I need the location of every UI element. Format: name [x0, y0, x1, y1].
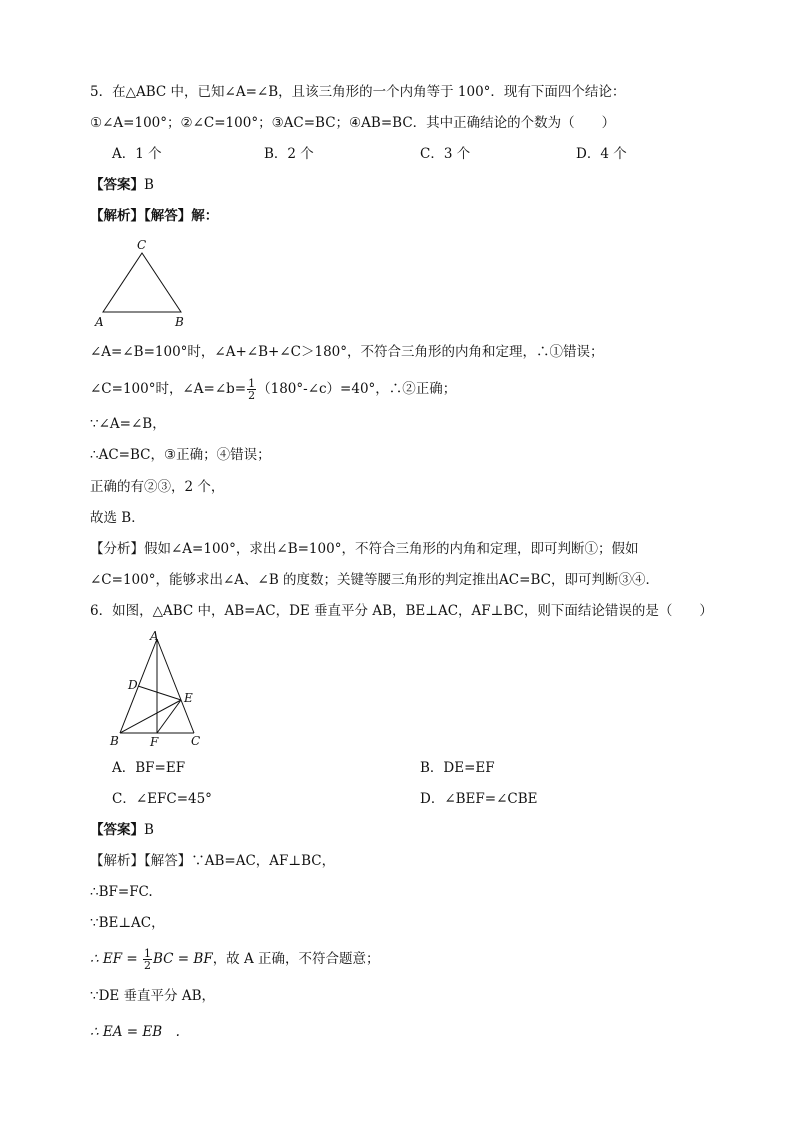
q5-frac-den: 2 — [248, 389, 256, 402]
q6-analysis-line2: ∴BF=FC. — [90, 884, 153, 900]
q5-answer — [90, 175, 154, 195]
q6-label-d: D — [128, 678, 138, 692]
q6-label-c: C — [191, 734, 201, 748]
q6-option-a: A．BF=EF — [112, 760, 186, 776]
q5-solution-line5: 正确的有②③，2 个， — [90, 479, 225, 495]
q6-option-b: B．DE=EF — [420, 760, 495, 776]
q5-answer-value: B — [144, 177, 154, 193]
q5-label-a: A — [95, 315, 104, 329]
q6-stem: 6．如图，△ABC 中，AB=AC，DE 垂直平分 AB，BE⊥AC，AF⊥BC，则下面结论错误的是（ ） — [90, 603, 713, 619]
q6-option-c: C．∠EFC=45° — [112, 791, 212, 807]
q5-solution-line2 — [90, 377, 456, 401]
q6-triangle-figure — [104, 628, 214, 750]
q5-stem-line1: 5．在△ABC 中，已知∠A=∠B，且该三角形的一个内角等于 100°．现有下面四个结论： — [90, 84, 626, 100]
q6-label-a: A — [150, 629, 159, 643]
q6-label-e: E — [184, 691, 193, 705]
q5-option-a: A．1 个 — [112, 146, 162, 162]
q6-analysis-line4 — [90, 946, 380, 972]
q6-analysis-line6: ∴ EA = EB . — [90, 1024, 180, 1040]
q5-solution-line6: 故选 B． — [90, 510, 145, 526]
q6-analysis-line1: 【解析】【解答】∵AB=AC，AF⊥BC， — [90, 853, 336, 869]
q6-analysis-line3: ∵BE⊥AC， — [90, 915, 165, 931]
q5-option-c: C．3 个 — [420, 146, 471, 162]
q5-fenxi-line2: ∠C=100°，能够求出∠A、∠B 的度数；关键等腰三角形的判定推出AC=BC，即可判断③④． — [90, 572, 659, 588]
q6-label-b: B — [110, 734, 119, 748]
q5-solution-line4: ∴AC=BC，③正确；④错误； — [90, 447, 271, 463]
q6-eq-post: ，故 A 正确，不符合题意； — [212, 951, 380, 967]
q5-fenxi-line1: 【分析】假如∠A=100°，求出∠B=100°，不符合三角形的内角和定理，即可判断①；假如 — [90, 541, 639, 557]
q5-label-b: B — [175, 315, 184, 329]
q6-frac-den: 2 — [144, 959, 151, 972]
q6-fraction-half — [143, 948, 152, 971]
q5-solution-line3: ∵∠A=∠B， — [90, 416, 166, 432]
q5-analysis-header: 【解析】【解答】解： — [90, 208, 219, 224]
q6-answer-value: B — [144, 822, 154, 838]
q5-stem-line2: ①∠A=100°；②∠C=100°；③AC=BC；④AB=BC．其中正确结论的个数为（ ） — [90, 115, 616, 131]
q5-solution-line1: ∠A=∠B=100°时，∠A+∠B+∠C＞180°，不符合三角形的内角和定理，∴①错误； — [90, 344, 604, 360]
q5-sol2-post: （180°-∠c）=40°，∴②正确； — [257, 381, 457, 397]
q5-frac-num: 1 — [248, 377, 256, 390]
q6-eq-pre: ∴ EF = — [90, 951, 142, 967]
q6-label-f: F — [150, 735, 159, 749]
q5-triangle-figure — [90, 236, 200, 332]
q5-option-b: B．2 个 — [264, 146, 314, 162]
q6-eq-mid: BC = BF — [153, 951, 213, 967]
q5-answer-label: 【答案】 — [90, 177, 144, 193]
q6-frac-num: 1 — [144, 947, 151, 960]
q6-analysis-line5: ∵DE 垂直平分 AB， — [90, 988, 216, 1004]
q6-option-d: D．∠BEF=∠CBE — [420, 791, 538, 807]
q5-fraction-half — [247, 378, 256, 401]
q5-triangle-shape — [103, 253, 181, 312]
q6-answer-label: 【答案】 — [90, 822, 144, 838]
q5-label-c: C — [137, 238, 147, 252]
q5-option-d: D．4 个 — [576, 146, 627, 162]
q5-sol2-pre: ∠C=100°时，∠A=∠b= — [90, 381, 247, 397]
q6-answer — [90, 820, 154, 840]
